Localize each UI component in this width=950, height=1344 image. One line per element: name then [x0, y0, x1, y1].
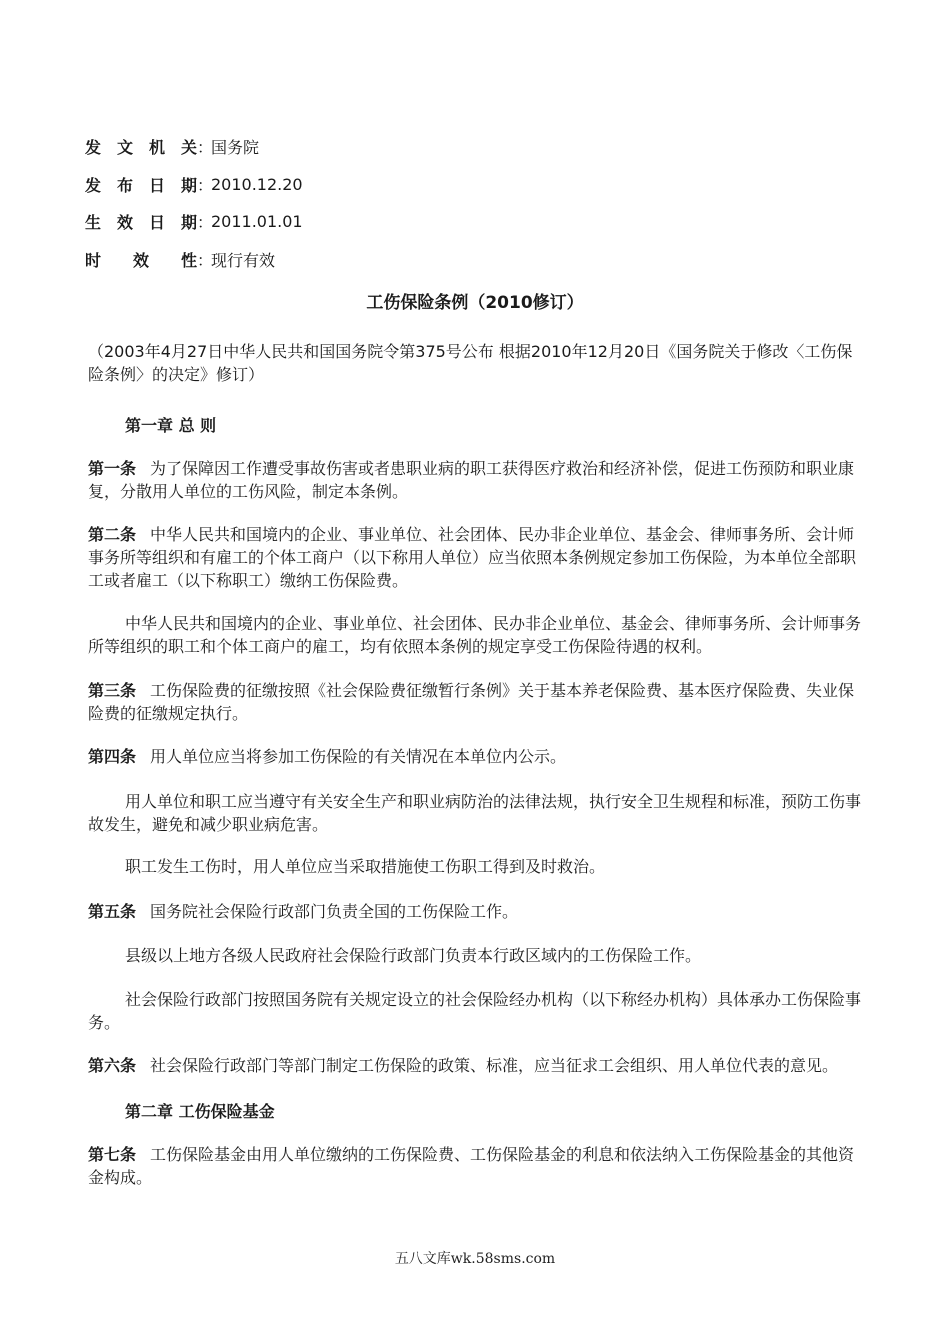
article-3 [88, 679, 863, 725]
article-number: 第四条 [88, 747, 137, 766]
label-char: 时 [85, 250, 102, 270]
article-text: 工伤保险基金由用人单位缴纳的工伤保险费、工伤保险基金的利息和依法纳入工伤保险基金的其他资金构成。 [88, 1145, 855, 1187]
footer-watermark-text: 五八文库wk.58sms.com [394, 1251, 556, 1267]
preamble: （2003年4月27日中华人民共和国国务院令第375号公布 根据2010年12月20日《国务院关于修改〈工伤保险条例〉的决定》修订） [88, 342, 853, 384]
label-char: 关 [180, 138, 197, 158]
label-char: 日 [148, 175, 165, 195]
meta-label-publish-date [85, 173, 197, 196]
article-text: 工伤保险费的征缴按照《社会保险费征缴暂行条例》关于基本养老保险费、基本医疗保险费、失业保险费的征缴规定执行。 [88, 681, 855, 723]
article-number: 第五条 [88, 902, 137, 921]
article-7 [88, 1143, 863, 1189]
label-char: 期 [180, 213, 197, 233]
article-text: 为了保障因工作遭受事故伤害或者患职业病的职工获得医疗救治和经济补偿，促进工伤预防和职业康复，分散用人单位的工伤风险，制定本条例。 [88, 459, 855, 501]
article-1 [88, 457, 863, 503]
article-5-paragraph-3: 社会保险行政部门按照国务院有关规定设立的社会保险经办机构（以下称经办机构）具体承办工伤保险事务。 [88, 990, 862, 1032]
article-4 [88, 745, 863, 768]
meta-label-effective-date [85, 210, 197, 233]
label-char: 日 [148, 213, 165, 233]
meta-colon: ： [197, 250, 214, 270]
meta-row-issuer [85, 128, 303, 166]
meta-colon: ： [197, 138, 214, 158]
document-title: 工伤保险条例（2010修订） [366, 293, 584, 313]
label-char: 发 [85, 138, 102, 158]
label-char: 文 [116, 138, 133, 158]
label-char: 生 [85, 213, 102, 233]
label-char: 发 [85, 175, 102, 195]
chapter-2-heading: 第二章 工伤保险基金 [125, 1102, 275, 1121]
article-4-paragraph-2: 用人单位和职工应当遵守有关安全生产和职业病防治的法律法规，执行安全卫生规程和标准，预防工伤事故发生，避免和减少职业病危害。 [88, 792, 862, 834]
meta-label-issuer [85, 135, 197, 158]
article-5 [88, 900, 863, 923]
article-5-paragraph-2: 县级以上地方各级人民政府社会保险行政部门负责本行政区域内的工伤保险工作。 [125, 946, 702, 965]
label-char: 机 [148, 138, 165, 158]
article-text: 社会保险行政部门等部门制定工伤保险的政策、标准，应当征求工会组织、用人单位代表的意见。 [150, 1056, 839, 1075]
article-2-paragraph-2: 中华人民共和国境内的企业、事业单位、社会团体、民办非企业单位、基金会、律师事务所、会计师事务所等组织的职工和个体工商户的雇工，均有依照本条例的规定享受工伤保险待遇的权利。 [88, 614, 862, 656]
label-char: 效 [132, 250, 149, 270]
meta-colon: ： [197, 213, 214, 233]
meta-row-effective-date [85, 203, 303, 241]
article-text: 用人单位应当将参加工伤保险的有关情况在本单位内公示。 [150, 747, 567, 766]
article-number: 第三条 [88, 681, 137, 700]
meta-value-publish-date: 2010.12.20 [211, 174, 303, 194]
chapter-1-heading: 第一章 总 则 [125, 416, 217, 435]
article-2 [88, 523, 863, 592]
article-text: 中华人民共和国境内的企业、事业单位、社会团体、民办非企业单位、基金会、律师事务所、会计师事务所等组织和有雇工的个体工商户（以下称用人单位）应当依照本条例规定参加工伤保险，为本单位全部职工或者雇工（以下称职工）缴纳工伤保险费。 [88, 525, 857, 590]
meta-colon: ： [197, 175, 214, 195]
article-text: 国务院社会保险行政部门负责全国的工伤保险工作。 [150, 902, 519, 921]
meta-row-validity [85, 241, 303, 279]
meta-value-validity: 现行有效 [211, 250, 276, 270]
metadata-block [85, 128, 303, 278]
meta-row-publish-date [85, 166, 303, 204]
article-number: 第二条 [88, 525, 137, 544]
article-6 [88, 1054, 863, 1077]
article-number: 第六条 [88, 1056, 137, 1075]
meta-value-effective-date: 2011.01.01 [211, 212, 303, 232]
label-char: 效 [116, 213, 133, 233]
meta-label-validity [85, 248, 197, 271]
label-char: 期 [180, 175, 197, 195]
article-4-paragraph-3: 职工发生工伤时，用人单位应当采取措施使工伤职工得到及时救治。 [125, 857, 606, 876]
article-number: 第一条 [88, 459, 137, 478]
article-number: 第七条 [88, 1145, 137, 1164]
label-char: 布 [116, 175, 133, 195]
meta-value-issuer: 国务院 [211, 138, 260, 158]
label-char: 性 [180, 250, 197, 270]
